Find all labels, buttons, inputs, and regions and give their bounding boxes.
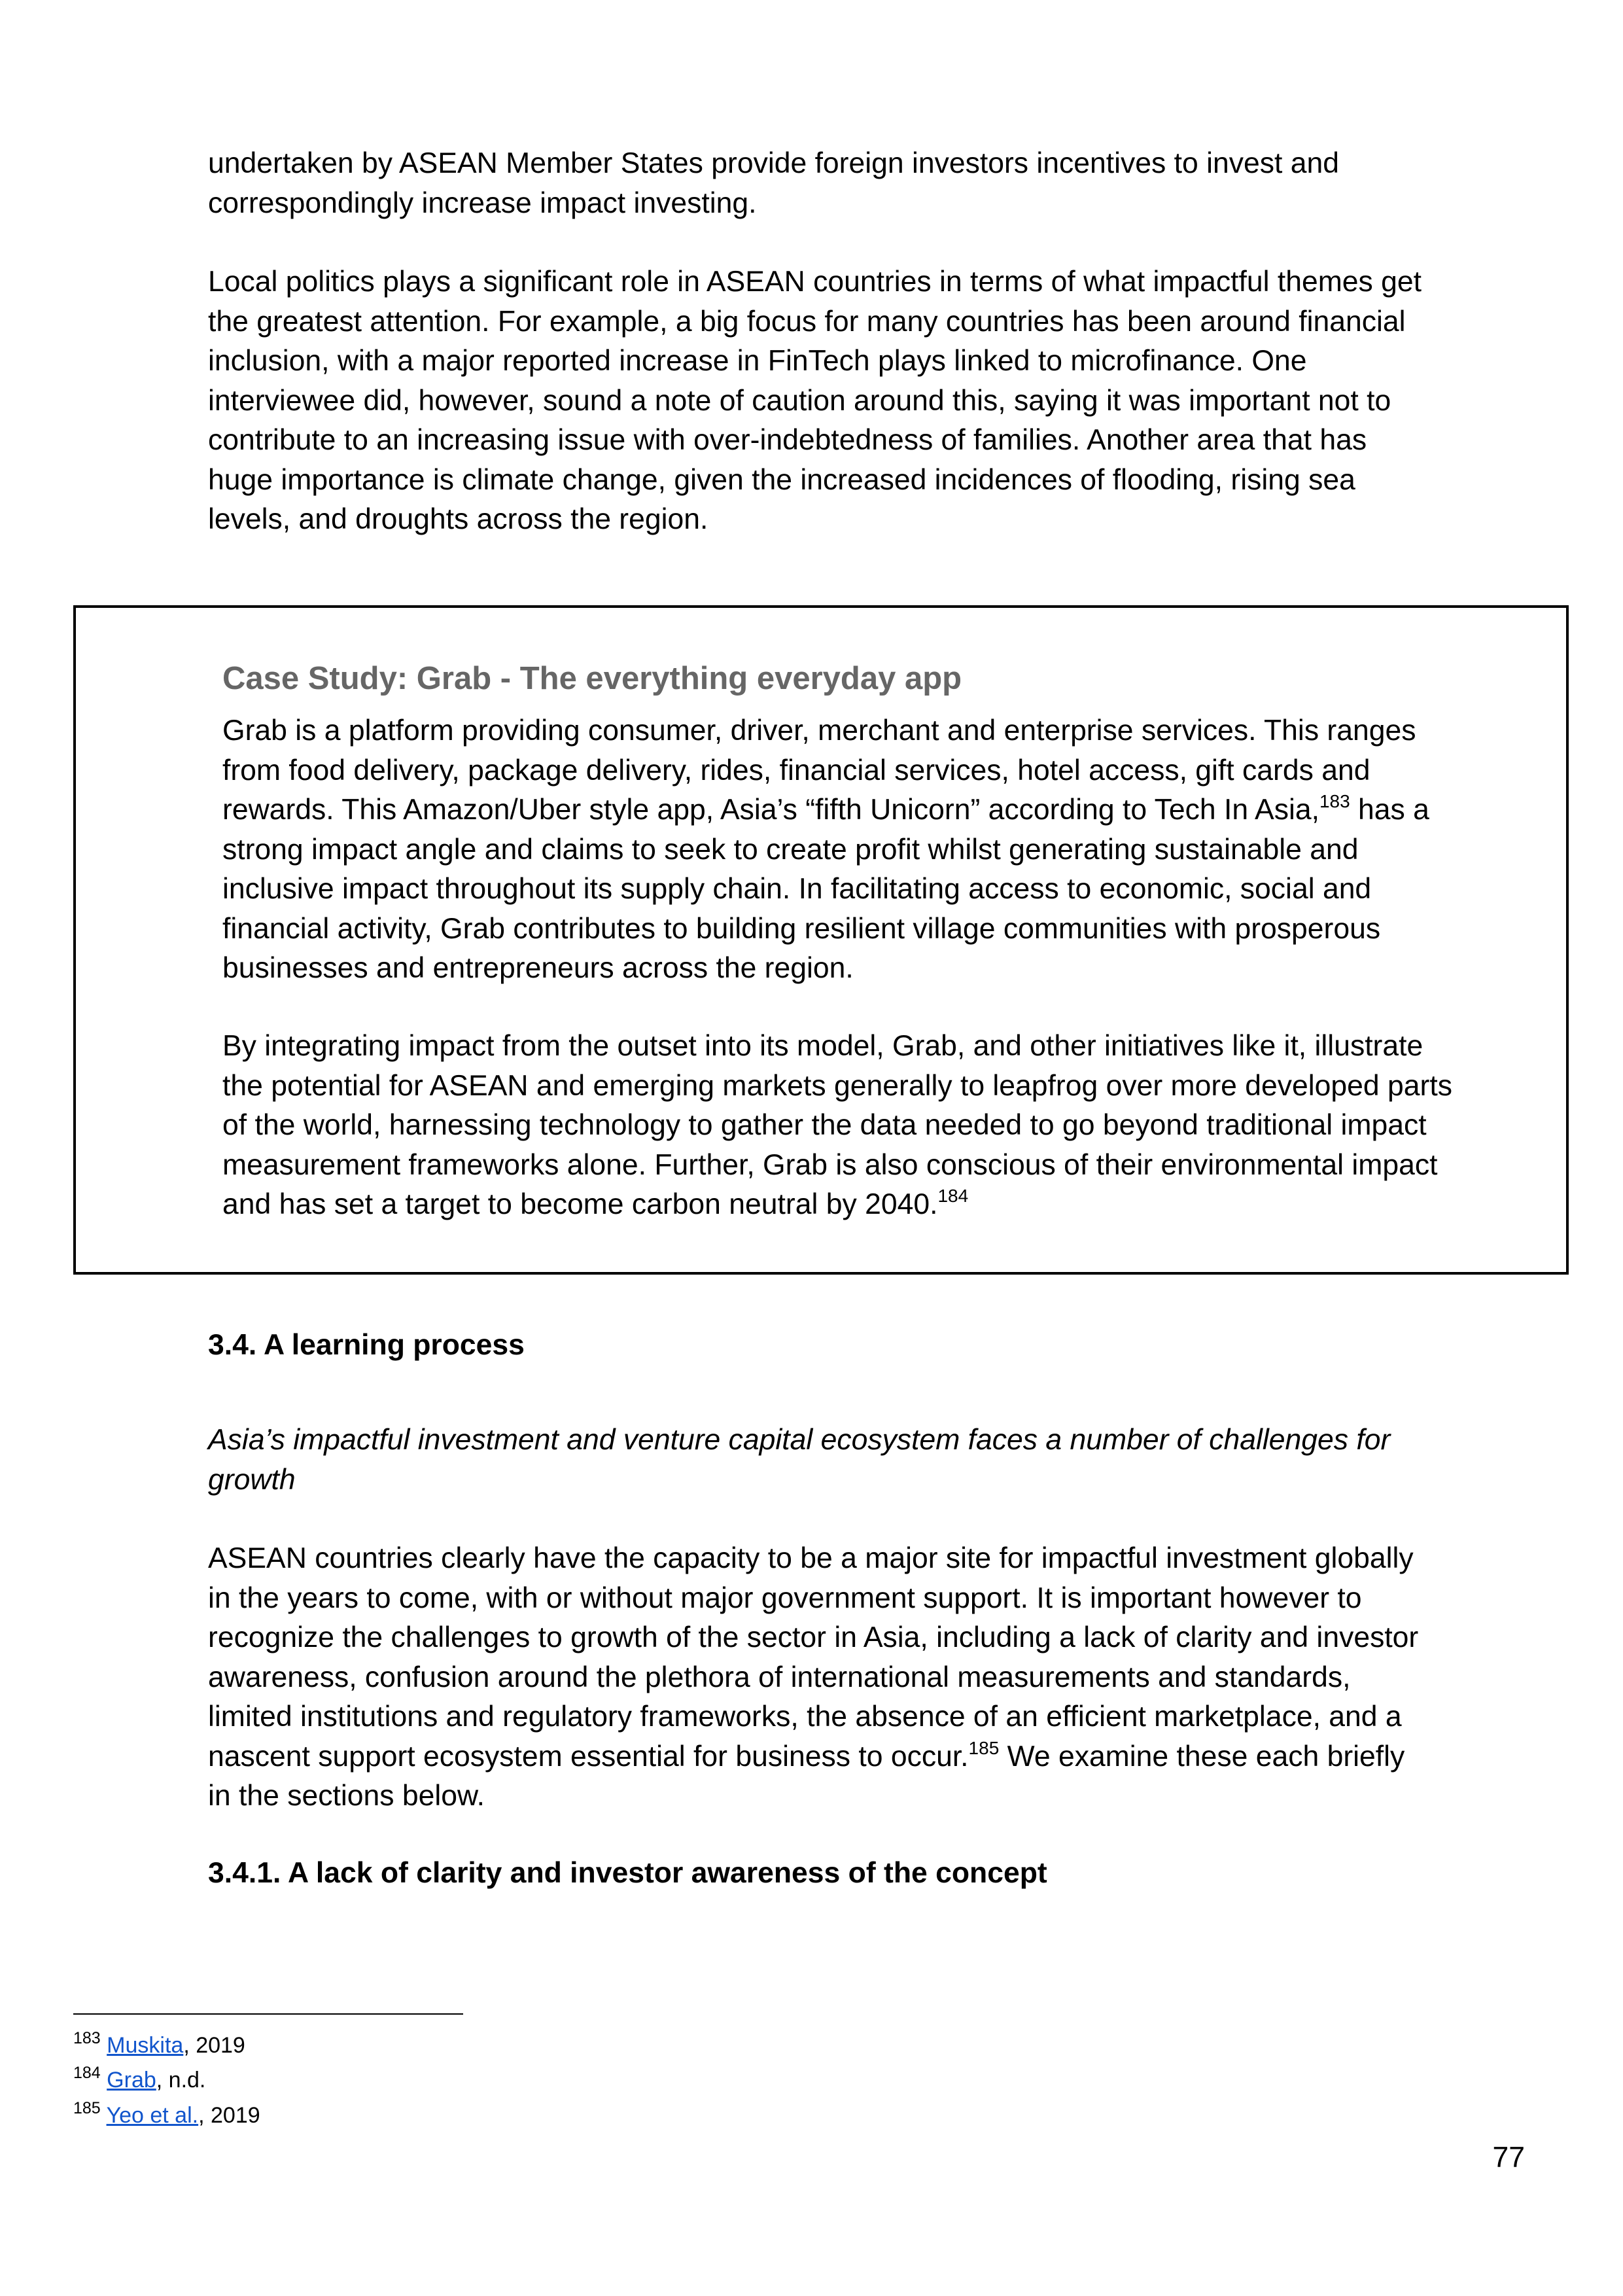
- text-line: correspondingly increase impact investing.: [208, 186, 757, 219]
- text-line: Grab is a platform providing consumer, driver, merchant and enterprise services. This ranges: [222, 715, 1416, 747]
- text-line: recognize the challenges to growth of the sector in Asia, including a lack of clarity and investor: [208, 1621, 1419, 1653]
- footnote-link-muskita[interactable]: Muskita: [107, 2033, 184, 2058]
- text-line: undertaken by ASEAN Member States provide foreign investors incentives to invest and: [208, 147, 1340, 179]
- text-line: of the world, harnessing technology to gather the data needed to go beyond traditional impact: [222, 1109, 1427, 1141]
- text-line: ASEAN countries clearly have the capacity to be a major site for impactful investment globally: [208, 1542, 1414, 1574]
- text-line: By integrating impact from the outset into its model, Grab, and other initiatives like it, illustrate: [222, 1030, 1423, 1062]
- text-segment: and has set a target to become carbon neutral by 2040.: [222, 1188, 938, 1220]
- footnote-ref-185[interactable]: 185: [968, 1737, 1000, 1758]
- section-number: 3.4.: [208, 1329, 257, 1361]
- text-line: from food delivery, package delivery, rides, financial services, hotel access, gift cards and: [222, 754, 1370, 786]
- footnote-text: , 2019: [183, 2033, 245, 2058]
- footnote-number: 185: [73, 2099, 101, 2117]
- text-line: [222, 790, 1505, 830]
- text-segment: rewards. This Amazon/Uber style app, Asia’s “fifth Unicorn” according to Tech In Asia,: [222, 794, 1319, 826]
- footnote-text: , n.d.: [156, 2068, 206, 2093]
- text-line: levels, and droughts across the region.: [208, 503, 708, 535]
- text-line: limited institutions and regulatory frameworks, the absence of an efficient marketplace, and a: [208, 1701, 1402, 1733]
- text-line: interviewee did, however, sound a note of caution around this, saying it was important not to: [208, 384, 1391, 417]
- asean-capacity-paragraph: [208, 1539, 1490, 1816]
- text-line: Local politics plays a significant role in ASEAN countries in terms of what impactful themes get: [208, 266, 1422, 298]
- footnote-link-grab[interactable]: Grab: [107, 2068, 156, 2093]
- italic-lead: [208, 1421, 1490, 1500]
- footnote-185: [73, 2101, 260, 2130]
- footnote-separator: [73, 2013, 463, 2015]
- text-line: in the sections below.: [208, 1780, 485, 1812]
- text-line: inclusive impact throughout its supply chain. In facilitating access to economic, social and: [222, 873, 1372, 905]
- text-line: strong impact angle and claims to seek to create profit whilst generating sustainable and: [222, 833, 1359, 866]
- text-line: Asia’s impactful investment and venture capital ecosystem faces a number of challenges for: [208, 1424, 1391, 1456]
- footnote-number: 183: [73, 2029, 101, 2047]
- text-line: financial activity, Grab contributes to building resilient village communities with prosperous: [222, 912, 1381, 945]
- case-study-title: Case Study: Grab - The everything everyday app: [222, 661, 962, 696]
- footnote-ref-184[interactable]: 184: [937, 1186, 969, 1206]
- text-segment: has a: [1350, 794, 1429, 826]
- footnote-184: [73, 2066, 205, 2094]
- text-line: huge importance is climate change, given the increased incidences of flooding, rising sea: [208, 463, 1355, 496]
- text-line: in the years to come, with or without major government support. It is important however to: [208, 1581, 1362, 1614]
- text-line: the potential for ASEAN and emerging markets generally to leapfrog over more developed parts: [222, 1069, 1452, 1102]
- text-line: growth: [208, 1463, 296, 1496]
- text-line: awareness, confusion around the plethora of international measurements and standards,: [208, 1661, 1351, 1693]
- text-line: measurement frameworks alone. Further, Grab is also conscious of their environmental impact: [222, 1148, 1438, 1181]
- text-segment: nascent support ecosystem essential for business to occur.: [208, 1740, 969, 1773]
- section-title: A learning process: [256, 1329, 525, 1361]
- text-line: [208, 1737, 1490, 1777]
- intro-paragraph: [208, 144, 1490, 223]
- footnote-number: 184: [73, 2064, 101, 2082]
- footnote-183: [73, 2031, 245, 2060]
- text-segment: We examine these each briefly: [999, 1740, 1405, 1773]
- text-line: inclusion, with a major reported increase in FinTech plays linked to microfinance. One: [208, 345, 1307, 377]
- footnote-ref-183[interactable]: 183: [1319, 791, 1350, 811]
- section-heading: [208, 1326, 525, 1366]
- footnote-text: , 2019: [198, 2103, 260, 2128]
- page-number: 77: [1492, 2142, 1525, 2174]
- text-line: contribute to an increasing issue with over-indebtedness of families. Another area that has: [208, 424, 1367, 456]
- subsection-heading: 3.4.1. A lack of clarity and investor awareness of the concept: [208, 1857, 1047, 1889]
- case-study-paragraph-1: [222, 711, 1505, 989]
- footnote-link-yeo[interactable]: Yeo et al.: [106, 2103, 199, 2128]
- text-line: the greatest attention. For example, a big focus for many countries has been around financial: [208, 305, 1406, 338]
- text-line: businesses and entrepreneurs across the region.: [222, 952, 854, 984]
- case-study-paragraph-2: [222, 1027, 1505, 1225]
- local-politics-paragraph: [208, 262, 1490, 540]
- text-line: [222, 1185, 1505, 1225]
